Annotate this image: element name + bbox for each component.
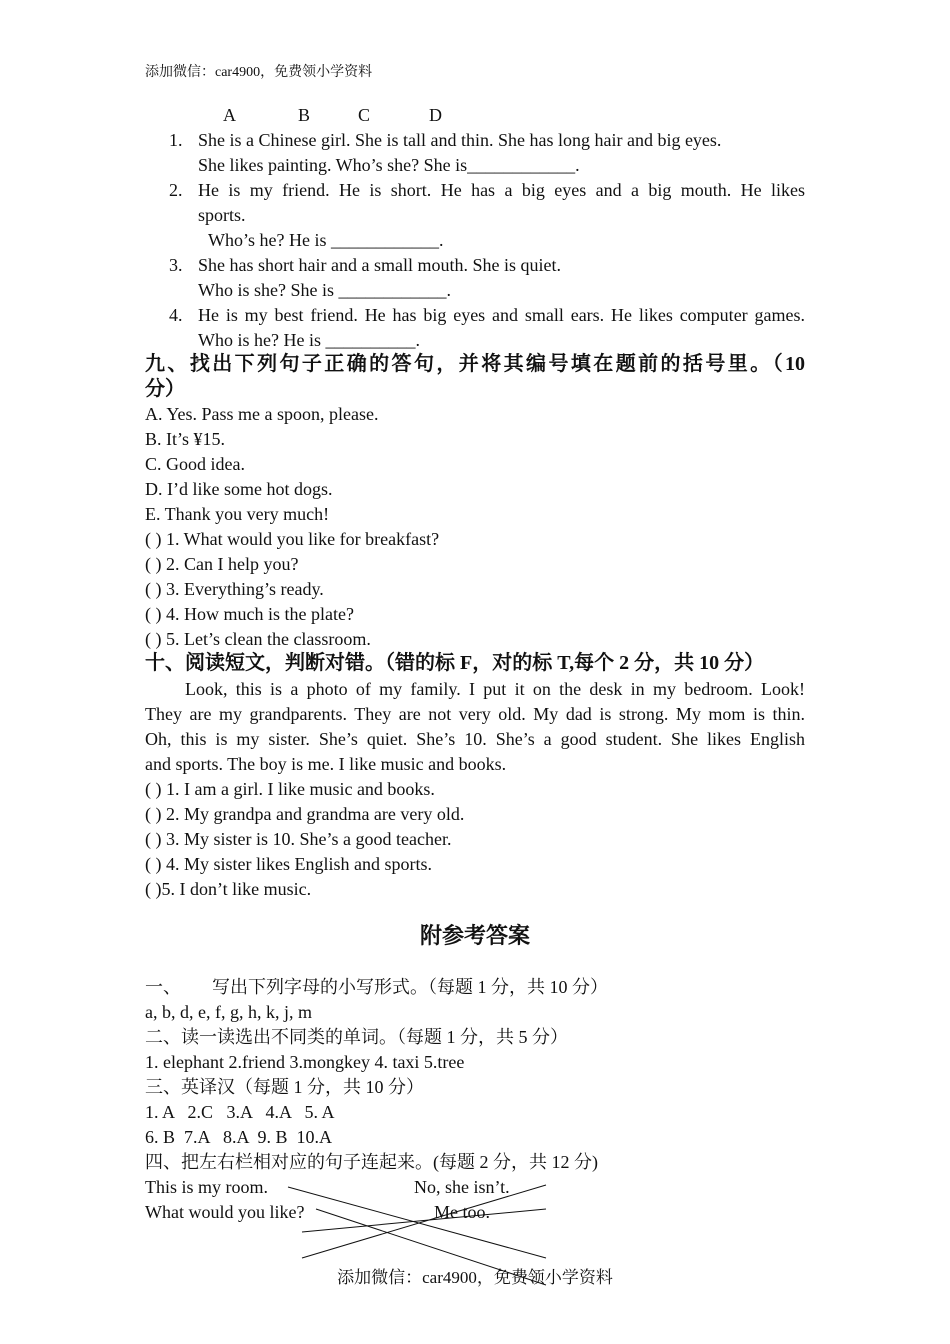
question-line: ( ) 3. Everything’s ready.	[145, 579, 324, 599]
answer-part-label: 一、	[145, 977, 181, 997]
answer-part-title: 三、英译汉（每题 1 分，共 10 分）	[145, 1077, 424, 1097]
page-header: 添加微信：car4900，免费领小学资料	[145, 65, 373, 80]
section-title: 十、阅读短文，判断对错。（错的标 F，对的标 T,每个 2 分，共 10 分）	[145, 652, 765, 674]
passage-line: and sports. The boy is me. I like music and books.	[145, 754, 507, 774]
answer-option: A. Yes. Pass me a spoon, please.	[145, 404, 379, 424]
match-left: What would you like?	[145, 1202, 305, 1222]
option-b: B	[298, 105, 311, 125]
answer-option: B. It’s ¥15.	[145, 429, 226, 449]
answer-option: C. Good idea.	[145, 454, 245, 474]
item-question: Who is he? He is __________.	[198, 330, 420, 350]
option-c: C	[358, 105, 371, 125]
passage-line: Oh, this is my sister. She’s quiet. She’s 10. She’s a good student. She likes English	[145, 729, 805, 749]
answer-option: E. Thank you very much!	[145, 504, 330, 524]
answer-part-title: 写出下列字母的小写形式。（每题 1 分，共 10 分）	[212, 977, 608, 997]
item-text: She has short hair and a small mouth. She is quiet.	[198, 255, 561, 275]
answer-text: 1. elephant 2.friend 3.mongkey 4. taxi 5.tree	[145, 1052, 465, 1072]
passage-line: They are my grandparents. They are not very old. My dad is strong. My mom is thin.	[145, 704, 805, 724]
answer-key-title: 附参考答案	[419, 923, 530, 948]
item-number: 3.	[169, 255, 183, 275]
item-question: She likes painting. Who’s she? She is____________.	[198, 155, 580, 175]
judge-line: ( ) 4. My sister likes English and sports.	[145, 854, 432, 874]
match-line	[288, 1187, 546, 1258]
answer-option: D. I’d like some hot dogs.	[145, 479, 333, 499]
item-question: Who’s he? He is ____________.	[208, 230, 444, 250]
question-line: ( ) 5. Let’s clean the classroom.	[145, 629, 371, 649]
answer-part-title: 二、读一读选出不同类的单词。（每题 1 分，共 5 分）	[145, 1027, 568, 1047]
judge-line: ( ) 1. I am a girl. I like music and books.	[145, 779, 435, 799]
page-footer: 添加微信：car4900，免费领小学资料	[337, 1268, 613, 1287]
passage-line: Look, this is a photo of my family. I put it on the desk in my bedroom. Look!	[185, 679, 805, 699]
answer-part-title: 四、把左右栏相对应的句子连起来。(每题 2 分，共 12 分)	[145, 1152, 598, 1172]
option-a: A	[223, 105, 236, 125]
item-number: 2.	[169, 180, 183, 200]
match-right: No, she isn’t.	[414, 1177, 510, 1197]
item-number: 4.	[169, 305, 183, 325]
question-line: ( ) 1. What would you like for breakfast?	[145, 529, 440, 549]
judge-line: ( ) 2. My grandpa and grandma are very old.	[145, 804, 465, 824]
match-left: This is my room.	[145, 1177, 269, 1197]
answer-text: a, b, d, e, f, g, h, k, j, m	[145, 1002, 312, 1022]
section-title: 九、找出下列句子正确的答句，并将其编号填在题前的括号里。（10	[145, 353, 805, 375]
item-text: He is my best friend. He has big eyes and small ears. He likes computer games.	[198, 305, 805, 325]
match-line	[302, 1185, 546, 1258]
match-line	[302, 1209, 546, 1232]
judge-line: ( ) 3. My sister is 10. She’s a good teacher.	[145, 829, 452, 849]
answer-text: 6. B 7.A 8.A 9. B 10.A	[145, 1127, 333, 1147]
item-text: She is a Chinese girl. She is tall and thin. She has long hair and big eyes.	[198, 130, 722, 150]
question-line: ( ) 2. Can I help you?	[145, 554, 299, 574]
item-text: He is my friend. He is short. He has a big eyes and a big mouth. He likes	[198, 180, 805, 200]
section-title-cont: 分）	[145, 378, 185, 400]
item-text: sports.	[198, 205, 246, 225]
judge-line: ( )5. I don’t like music.	[145, 879, 312, 899]
item-question: Who is she? She is ____________.	[198, 280, 451, 300]
option-d: D	[429, 105, 442, 125]
match-right: Me too.	[434, 1202, 490, 1222]
question-line: ( ) 4. How much is the plate?	[145, 604, 354, 624]
item-number: 1.	[169, 130, 183, 150]
answer-text: 1. A 2.C 3.A 4.A 5. A	[145, 1102, 335, 1122]
